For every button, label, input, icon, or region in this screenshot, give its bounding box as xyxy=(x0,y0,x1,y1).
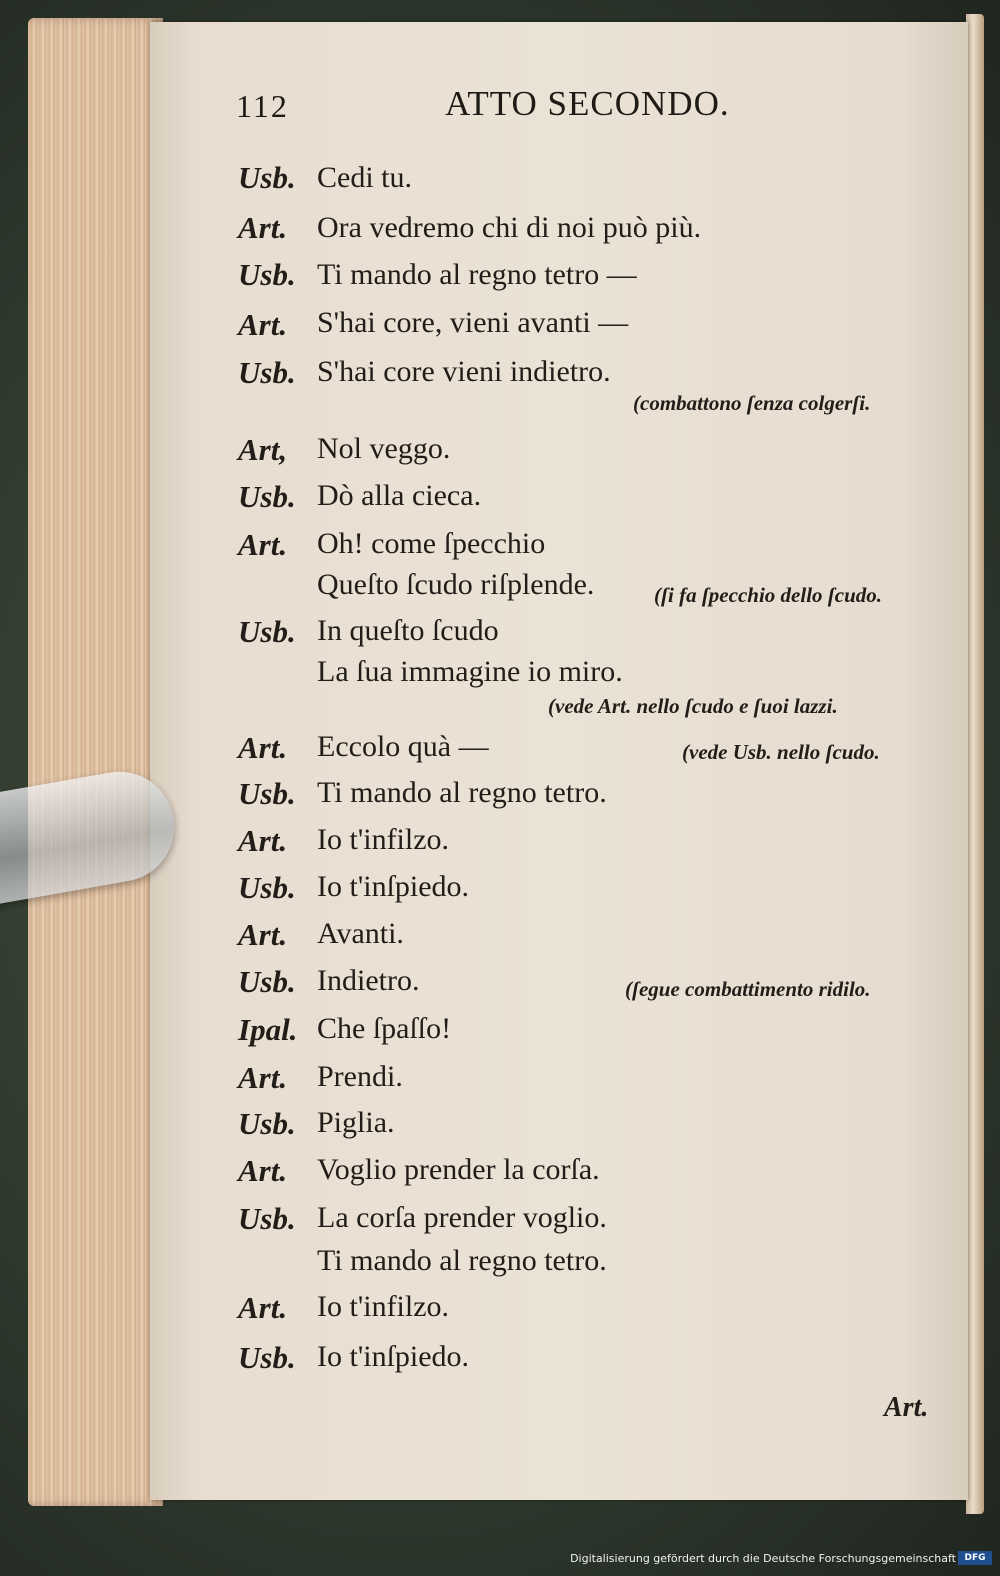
dialogue-line: Oh! come ſpecchio xyxy=(317,527,546,560)
dialogue-line: Eccolo quà — xyxy=(317,730,489,763)
dialogue-line: Ti mando al regno tetro. xyxy=(317,1244,607,1277)
dialogue-line: Piglia. xyxy=(317,1106,395,1139)
speaker-label: Usb. xyxy=(238,1201,296,1236)
speaker-label: Usb. xyxy=(238,355,296,390)
speaker-label: Art. xyxy=(238,730,288,765)
speaker-label: Usb. xyxy=(238,614,296,649)
speaker-label: Art. xyxy=(238,823,288,858)
dialogue-line: Voglio prender la corſa. xyxy=(317,1153,600,1186)
speaker-label: Art. xyxy=(238,527,288,562)
dialogue-line: Io t'inſpiedo. xyxy=(317,1340,470,1373)
speaker-label: Art, xyxy=(238,432,288,467)
dialogue-line: S'hai core, vieni avanti — xyxy=(317,306,629,339)
dialogue-line: Prendi. xyxy=(317,1060,403,1093)
dialogue-line: La corſa prender voglio. xyxy=(317,1201,607,1234)
funding-credit: Digitalisierung gefördert durch die Deutsche Forschungsgemeinschaft xyxy=(570,1552,956,1565)
dialogue-line: Io t'infilzo. xyxy=(317,1290,450,1323)
stage-direction: (ſegue combattimento ridilo. xyxy=(625,977,871,1001)
speaker-label: Usb. xyxy=(238,257,296,292)
book-right-edge xyxy=(966,14,984,1514)
dialogue-line: Che ſpaſſo! xyxy=(317,1012,452,1045)
speaker-label: Usb. xyxy=(238,964,296,999)
speaker-label: Usb. xyxy=(238,1340,296,1375)
speaker-label: Art. xyxy=(238,1060,288,1095)
dialogue-line: Ti mando al regno tetro — xyxy=(317,258,637,291)
speaker-label: Usb. xyxy=(238,776,296,811)
speaker-label: Art. xyxy=(238,210,288,245)
speaker-label: Usb. xyxy=(238,479,296,514)
dialogue-line: Nol veggo. xyxy=(317,432,451,465)
footer xyxy=(0,1548,1000,1576)
dialogue-line: La ſua immagine io miro. xyxy=(317,655,623,688)
dialogue-line: Indietro. xyxy=(317,964,420,997)
stage-direction: (combattono ſenza colgerſi. xyxy=(633,391,871,415)
stage-direction: (vede Art. nello ſcudo e ſuoi lazzi. xyxy=(548,694,838,718)
dialogue-line: Dò alla cieca. xyxy=(317,479,482,512)
speaker-label: Usb. xyxy=(238,870,296,905)
speaker-label: Usb. xyxy=(238,1106,296,1141)
speaker-label: Usb. xyxy=(238,160,296,195)
speaker-label: Art. xyxy=(238,307,288,342)
dialogue-line: Cedi tu. xyxy=(317,161,412,194)
dialogue-line: Io t'infilzo. xyxy=(317,823,450,856)
dialogue-line: Queſto ſcudo riſplende. xyxy=(317,568,595,601)
catchword: Art. xyxy=(884,1392,929,1423)
book-page-edges xyxy=(28,18,163,1506)
stage-direction: (ſi fa ſpecchio dello ſcudo. xyxy=(654,583,883,607)
stage-direction: (vede Usb. nello ſcudo. xyxy=(682,740,880,764)
speaker-label: Ipal. xyxy=(238,1012,298,1047)
speaker-label: Art. xyxy=(238,1153,288,1188)
speaker-label: Art. xyxy=(238,1290,288,1325)
dialogue-line: Ti mando al regno tetro. xyxy=(317,776,607,809)
dialogue-line: Ora vedremo chi di noi può più. xyxy=(317,211,702,244)
page-number: 112 xyxy=(236,88,289,124)
dialogue-line: Avanti. xyxy=(317,917,404,950)
running-title: ATTO SECONDO. xyxy=(445,84,730,123)
dialogue-line: Io t'inſpiedo. xyxy=(317,870,470,903)
page-header xyxy=(236,84,796,128)
dialogue-line: In queſto ſcudo xyxy=(317,614,499,647)
dfg-logo: DFG xyxy=(958,1551,992,1565)
speaker-label: Art. xyxy=(238,917,288,952)
dialogue-line: S'hai core vieni indietro. xyxy=(317,355,611,388)
